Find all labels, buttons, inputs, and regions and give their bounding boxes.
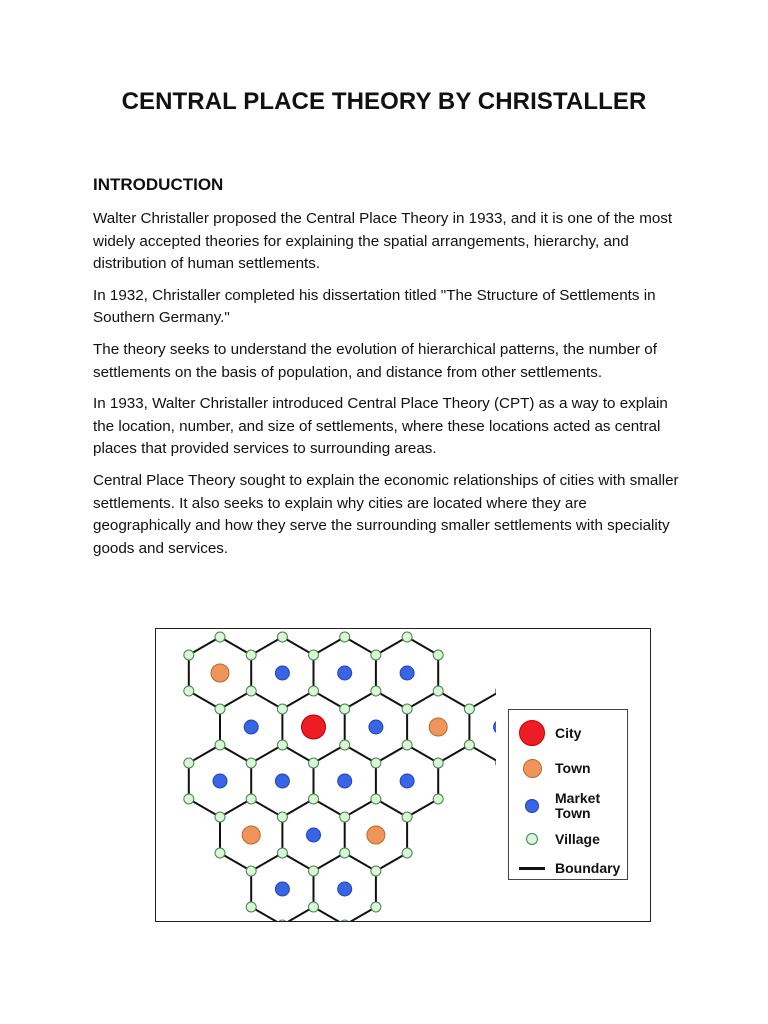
- village-node: [340, 704, 350, 714]
- village-node: [402, 632, 412, 642]
- village-node: [184, 686, 194, 696]
- paragraph-2: In 1932, Christaller completed his dissertation titled "The Structure of Settlements in Southern Germany.": [93, 286, 656, 327]
- market-town-node: [400, 666, 414, 680]
- market-town-node: [213, 774, 227, 788]
- legend-label-town: Town: [555, 759, 591, 776]
- legend-item-town: [509, 757, 629, 779]
- village-node: [277, 848, 287, 858]
- village-node: [402, 848, 412, 858]
- central-place-diagram: [155, 628, 651, 922]
- village-node: [371, 758, 381, 768]
- market-town-node: [494, 720, 496, 734]
- village-node: [371, 686, 381, 696]
- page-title: CENTRAL PLACE THEORY BY CHRISTALLER: [121, 88, 647, 115]
- town-node: [242, 826, 260, 844]
- village-node: [340, 740, 350, 750]
- village-node: [246, 794, 256, 804]
- village-node: [340, 920, 350, 921]
- town-marker-icon: [523, 759, 542, 778]
- section-heading-introduction: INTRODUCTION: [93, 175, 224, 194]
- town-node: [367, 826, 385, 844]
- market-town-node: [275, 774, 289, 788]
- market-town-node: [338, 774, 352, 788]
- paragraph-3: The theory seeks to understand the evolution of hierarchical patterns, the number of settlements on the basis of population, and distance from other settlements.: [93, 340, 657, 381]
- town-node: [211, 664, 229, 682]
- city-marker-icon: [519, 720, 545, 746]
- village-node: [433, 686, 443, 696]
- village-node: [402, 740, 412, 750]
- village-node: [215, 704, 225, 714]
- village-node: [309, 686, 319, 696]
- village-node: [309, 758, 319, 768]
- market-town-node: [400, 774, 414, 788]
- market-town-node: [338, 882, 352, 896]
- village-node: [340, 632, 350, 642]
- village-node: [277, 920, 287, 921]
- town-node: [429, 718, 447, 736]
- village-node: [371, 866, 381, 876]
- market-town-node: [275, 882, 289, 896]
- legend-label-village: Village: [555, 830, 600, 847]
- village-node: [433, 794, 443, 804]
- hexagon-network: [156, 629, 496, 921]
- paragraph-4: In 1933, Walter Christaller introduced Central Place Theory (CPT) as a way to explain the location, number, and size of settlements, where these locations acted as central places that provided services to surrounding areas.: [93, 395, 668, 458]
- village-node: [215, 812, 225, 822]
- village-node: [309, 650, 319, 660]
- village-node: [371, 794, 381, 804]
- village-node: [309, 794, 319, 804]
- legend-label-city: City: [555, 724, 582, 741]
- village-node: [246, 866, 256, 876]
- village-node: [464, 740, 474, 750]
- village-node: [433, 650, 443, 660]
- village-node: [371, 650, 381, 660]
- legend-label-market-town: Market Town: [555, 790, 601, 821]
- village-node: [277, 632, 287, 642]
- village-node: [402, 704, 412, 714]
- village-node: [246, 902, 256, 912]
- village-node: [246, 758, 256, 768]
- market-town-node: [338, 666, 352, 680]
- village-node: [464, 704, 474, 714]
- market-town-node: [369, 720, 383, 734]
- village-node: [371, 902, 381, 912]
- village-node: [340, 848, 350, 858]
- village-node: [277, 704, 287, 714]
- market-town-node: [307, 828, 321, 842]
- village-marker-icon: [526, 833, 538, 845]
- legend-label-boundary: Boundary: [555, 859, 621, 876]
- legend-item-village: [509, 830, 629, 848]
- village-node: [246, 686, 256, 696]
- village-node: [309, 902, 319, 912]
- village-node: [402, 812, 412, 822]
- paragraph-1: Walter Christaller proposed the Central Place Theory in 1933, and it is one of the most widely accepted theories for explaining the spatial arrangements, hierarchy, and distribution of human settlements.: [93, 210, 673, 273]
- legend: [508, 709, 628, 880]
- market-town-node: [275, 666, 289, 680]
- village-node: [215, 740, 225, 750]
- market-town-marker-icon: [525, 799, 539, 813]
- village-node: [277, 740, 287, 750]
- legend-item-boundary: [509, 859, 629, 877]
- village-node: [184, 758, 194, 768]
- legend-item-market-town: [509, 789, 629, 823]
- village-node: [277, 812, 287, 822]
- settlement-nodes: [184, 632, 496, 921]
- village-node: [309, 866, 319, 876]
- paragraph-5: Central Place Theory sought to explain the economic relationships of cities with smaller settlements. It also seeks to explain why cities are located where they are geographically and how they serve the surrounding smaller settlements with speciality goods and services.: [93, 471, 679, 557]
- city-node: [302, 715, 326, 739]
- village-node: [215, 632, 225, 642]
- introduction-body: [93, 208, 683, 569]
- boundary-line-icon: [519, 867, 545, 870]
- village-node: [246, 650, 256, 660]
- village-node: [184, 794, 194, 804]
- village-node: [340, 812, 350, 822]
- legend-item-city: [509, 720, 629, 746]
- village-node: [184, 650, 194, 660]
- village-node: [433, 758, 443, 768]
- market-town-node: [244, 720, 258, 734]
- village-node: [215, 848, 225, 858]
